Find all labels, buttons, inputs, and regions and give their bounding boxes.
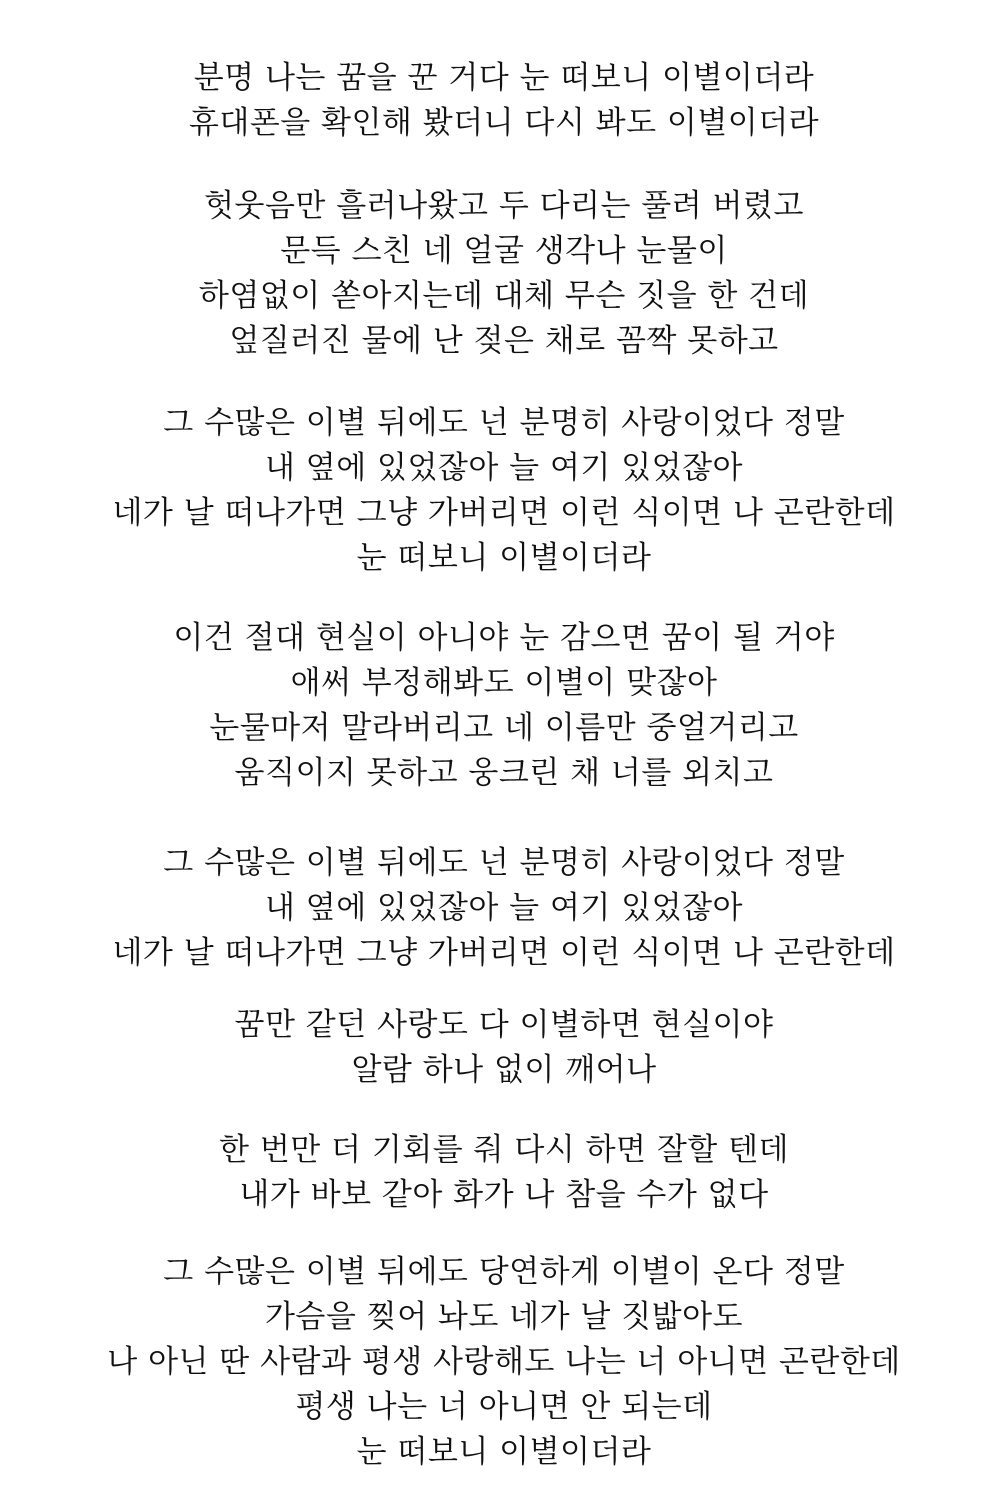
lyric-line: 한 번만 더 기회를 줘 다시 하면 잘할 텐데 (219, 1132, 789, 1168)
lyric-line: 움직이지 못하고 웅크린 채 너를 외치고 (234, 755, 774, 791)
lyric-line: 엎질러진 물에 난 젖은 채로 꼼짝 못하고 (229, 323, 779, 359)
lyric-line: 내 옆에 있었잖아 늘 여기 있었잖아 (264, 890, 743, 926)
lyric-line: 나 아닌 딴 사람과 평생 사랑해도 나는 너 아니면 곤란한데 (107, 1344, 901, 1380)
lyric-line: 하염없이 쏟아지는데 대체 무슨 짓을 한 건데 (198, 278, 810, 314)
lyric-line: 문득 스친 네 얼굴 생각나 눈물이 (280, 233, 728, 269)
stanza-1 (0, 56, 1008, 146)
lyric-line: 이건 절대 현실이 아니야 눈 감으면 꿈이 될 거야 (173, 620, 835, 656)
stanza-5 (0, 841, 1008, 976)
lyric-line: 헛웃음만 흘러나왔고 두 다리는 풀려 버렸고 (204, 188, 804, 224)
lyric-line: 눈 떠보니 이별이더라 (356, 540, 652, 576)
stanza-6 (0, 1003, 1008, 1093)
lyric-line: 내 옆에 있었잖아 늘 여기 있었잖아 (264, 450, 743, 486)
lyrics-body (0, 56, 1008, 1475)
lyric-line: 분명 나는 꿈을 꾼 거다 눈 떠보니 이별이더라 (193, 60, 815, 96)
lyric-line: 네가 날 떠나가면 그냥 가버리면 이런 식이면 나 곤란한데 (112, 495, 896, 531)
stanza-7 (0, 1128, 1008, 1218)
lyric-line: 휴대폰을 확인해 봤더니 다시 봐도 이별이더라 (188, 105, 820, 141)
lyric-line: 내가 바보 같아 화가 나 참을 수가 없다 (239, 1177, 769, 1213)
lyric-line: 애써 부정해봐도 이별이 맞잖아 (290, 665, 718, 701)
stanza-4 (0, 616, 1008, 796)
stanza-8 (0, 1250, 1008, 1475)
stanza-3 (0, 401, 1008, 581)
lyric-line: 꿈만 같던 사랑도 다 이별하면 현실이야 (234, 1007, 774, 1043)
lyric-line: 그 수많은 이별 뒤에도 넌 분명히 사랑이었다 정말 (163, 405, 845, 441)
lyric-line: 그 수많은 이별 뒤에도 당연하게 이별이 온다 정말 (163, 1254, 845, 1290)
stanza-2 (0, 184, 1008, 364)
lyric-line: 알람 하나 없이 깨어나 (351, 1052, 657, 1088)
lyric-line: 눈 떠보니 이별이더라 (356, 1434, 652, 1470)
lyric-line: 평생 나는 너 아니면 안 되는데 (295, 1389, 713, 1425)
lyric-line: 그 수많은 이별 뒤에도 넌 분명히 사랑이었다 정말 (163, 845, 845, 881)
lyric-line: 네가 날 떠나가면 그냥 가버리면 이런 식이면 나 곤란한데 (112, 935, 896, 971)
lyric-line: 가슴을 찢어 놔도 네가 날 짓밟아도 (264, 1299, 743, 1335)
lyric-line: 눈물마저 말라버리고 네 이름만 중얼거리고 (209, 710, 799, 746)
